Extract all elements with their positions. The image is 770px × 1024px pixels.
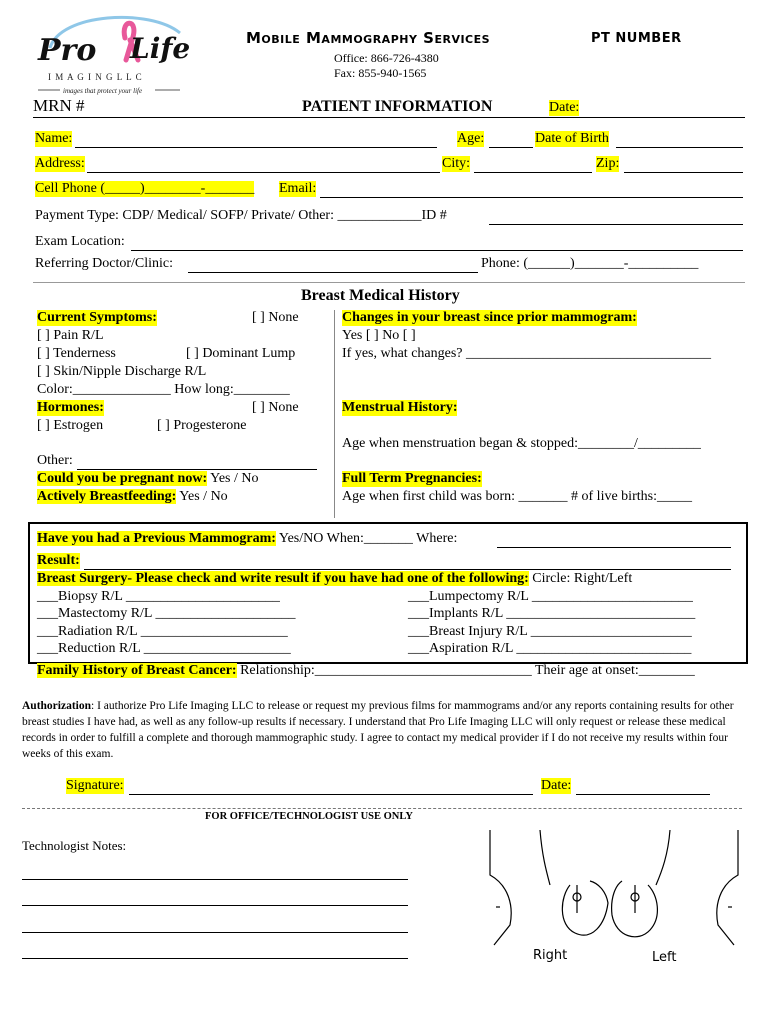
fax-number: Fax: 855-940-1565 bbox=[334, 66, 427, 80]
mastectomy-field[interactable]: ___Mastectomy R/L ____________________ bbox=[37, 606, 296, 621]
referring-doctor-label: Referring Doctor/Clinic: bbox=[35, 256, 174, 271]
biopsy-field[interactable]: ___Biopsy R/L ______________________ bbox=[37, 589, 280, 604]
where-field[interactable] bbox=[497, 547, 731, 548]
office-use-divider bbox=[22, 808, 742, 809]
city-field[interactable] bbox=[474, 172, 592, 173]
changes-yes-no[interactable]: Yes [ ] No [ ] bbox=[342, 328, 416, 343]
family-history-question: Family History of Breast Cancer: bbox=[37, 663, 237, 678]
discharge-checkbox[interactable]: [ ] Skin/Nipple Discharge R/L bbox=[37, 364, 207, 379]
date-label: Date: bbox=[549, 100, 580, 115]
signature-date-label: Date: bbox=[541, 778, 572, 793]
cell-phone-label[interactable]: Cell Phone (_____)________-_______ bbox=[35, 181, 255, 196]
pregnant-answer[interactable]: Yes / No bbox=[207, 471, 259, 486]
city-label: City: bbox=[442, 156, 471, 171]
company-logo bbox=[30, 8, 190, 103]
hormones-label: Hormones: bbox=[37, 400, 104, 415]
other-label: Other: bbox=[37, 453, 73, 468]
pregnancies-label: Full Term Pregnancies: bbox=[342, 471, 482, 486]
surgery-row bbox=[37, 571, 632, 587]
notes-line[interactable] bbox=[22, 905, 408, 906]
authorization-label: Authorization bbox=[22, 700, 91, 712]
breast-diagram[interactable] bbox=[480, 825, 750, 970]
logo-tagline-text: images that protect your life bbox=[63, 87, 143, 95]
dob-field[interactable] bbox=[616, 147, 743, 148]
office-phone: Office: 866-726-4380 bbox=[334, 51, 439, 65]
pregnant-question: Could you be pregnant now: bbox=[37, 471, 208, 486]
notes-line[interactable] bbox=[22, 958, 408, 959]
mrn-label: MRN # bbox=[33, 96, 85, 115]
previous-mammogram-answer[interactable]: Yes/NO When:_______ Where: bbox=[275, 531, 458, 546]
estrogen-checkbox[interactable]: [ ] Estrogen bbox=[37, 418, 104, 433]
radiation-field[interactable]: ___Radiation R/L _____________________ bbox=[37, 624, 288, 639]
name-label: Name: bbox=[35, 131, 73, 146]
logo-life-text: Life bbox=[130, 32, 190, 65]
header-title: Mobile Mammography Services bbox=[246, 29, 491, 47]
name-field[interactable] bbox=[75, 147, 437, 148]
notes-line[interactable] bbox=[22, 879, 408, 880]
implants-field[interactable]: ___Implants R/L ___________________________ bbox=[408, 606, 696, 621]
surgery-question: Breast Surgery- Please check and write result if you have had one of the following: bbox=[37, 571, 529, 586]
id-field[interactable] bbox=[489, 224, 743, 225]
result-field[interactable] bbox=[84, 569, 731, 570]
changes-question: Changes in your breast since prior mammogram: bbox=[342, 310, 637, 325]
technologist-notes-label: Technologist Notes: bbox=[22, 838, 127, 853]
color-how-long[interactable]: Color:______________ How long:________ bbox=[37, 382, 290, 397]
lumpectomy-field[interactable]: ___Lumpectomy R/L _______________________ bbox=[408, 589, 693, 604]
exam-location-field[interactable] bbox=[131, 250, 743, 251]
breast-diagram-graphic bbox=[480, 825, 750, 970]
breastfeeding-answer[interactable]: Yes / No bbox=[176, 489, 228, 504]
age-field[interactable] bbox=[489, 147, 533, 148]
patient-information-title: PATIENT INFORMATION bbox=[302, 98, 493, 115]
signature-field[interactable] bbox=[129, 794, 533, 795]
current-symptoms-label: Current Symptoms: bbox=[37, 310, 157, 325]
other-field[interactable] bbox=[77, 469, 317, 470]
zip-field[interactable] bbox=[624, 172, 743, 173]
hormones-none-checkbox[interactable]: [ ] None bbox=[252, 400, 299, 415]
pt-number-label: PT NUMBER bbox=[591, 31, 682, 46]
previous-mammogram-question: Have you had a Previous Mammogram: bbox=[37, 531, 276, 546]
signature-date-field[interactable] bbox=[576, 794, 710, 795]
authorization-paragraph bbox=[22, 698, 740, 762]
menstrual-history-label: Menstrual History: bbox=[342, 400, 458, 415]
logo-company-text: I M A G I N G L L C bbox=[48, 72, 143, 82]
email-field[interactable] bbox=[320, 197, 743, 198]
diagram-left-label: Left bbox=[652, 950, 677, 965]
address-label: Address: bbox=[35, 156, 85, 171]
age-label: Age: bbox=[457, 131, 485, 146]
diagram-right-label: Right bbox=[533, 948, 568, 963]
dob-label: Date of Birth bbox=[535, 131, 609, 146]
logo-pro-text: Pro bbox=[38, 33, 97, 68]
signature-label: Signature: bbox=[66, 778, 124, 793]
pregnant-row bbox=[37, 471, 258, 487]
office-use-title: FOR OFFICE/TECHNOLOGIST USE ONLY bbox=[205, 811, 414, 822]
family-history-row bbox=[37, 663, 695, 679]
section-rule bbox=[33, 282, 745, 283]
result-label: Result: bbox=[37, 553, 80, 568]
history-title: Breast Medical History bbox=[301, 287, 460, 304]
history-column-divider bbox=[334, 310, 335, 518]
breast-injury-field[interactable]: ___Breast Injury R/L _______________________ bbox=[408, 624, 692, 639]
aspiration-field[interactable]: ___Aspiration R/L _________________________ bbox=[408, 641, 692, 656]
address-field[interactable] bbox=[87, 172, 440, 173]
symptoms-none-checkbox[interactable]: [ ] None bbox=[252, 310, 299, 325]
first-child-age[interactable]: Age when first child was born: _______ # of live births:_____ bbox=[342, 489, 692, 504]
breastfeeding-question: Actively Breastfeeding: bbox=[37, 489, 177, 504]
menstrual-age[interactable]: Age when menstruation began & stopped:________/_________ bbox=[342, 436, 701, 451]
pain-checkbox[interactable]: [ ] Pain R/L bbox=[37, 328, 104, 343]
tenderness-checkbox[interactable]: [ ] Tenderness bbox=[37, 346, 116, 361]
payment-type: Payment Type: CDP/ Medical/ SOFP/ Private/ Other: ____________ID # bbox=[35, 208, 447, 223]
breastfeeding-row bbox=[37, 489, 228, 505]
changes-what[interactable]: If yes, what changes? ___________________________________ bbox=[342, 346, 712, 361]
exam-location-label: Exam Location: bbox=[35, 234, 125, 249]
logo-graphic bbox=[30, 8, 190, 103]
progesterone-checkbox[interactable]: [ ] Progesterone bbox=[157, 418, 247, 433]
referring-doctor-field[interactable] bbox=[188, 272, 478, 273]
family-history-answer[interactable]: Relationship:_______________________________ Their age at onset:________ bbox=[236, 663, 695, 678]
dominant-lump-checkbox[interactable]: [ ] Dominant Lump bbox=[186, 346, 296, 361]
notes-line[interactable] bbox=[22, 932, 408, 933]
email-label: Email: bbox=[279, 181, 317, 196]
mrn-rule bbox=[33, 117, 745, 118]
zip-label: Zip: bbox=[596, 156, 620, 171]
surgery-circle[interactable]: Circle: Right/Left bbox=[528, 571, 633, 586]
reduction-field[interactable]: ___Reduction R/L _____________________ bbox=[37, 641, 291, 656]
authorization-text: : I authorize Pro Life Imaging LLC to release or request my previous films for mammograms and/or any reports containing results for other breast studies I have had, as well as any follow-up results if necessary. I understand that Pro Life Imaging LLC will only request or release these medical records in order to fulfill a complete and thorough mammographic study. I agree to contact my medical provider if I do not receive my results within four weeks of this exam. bbox=[22, 700, 734, 760]
referring-phone[interactable]: Phone: (______)_______-__________ bbox=[481, 256, 699, 271]
previous-mammogram-row bbox=[37, 531, 457, 547]
